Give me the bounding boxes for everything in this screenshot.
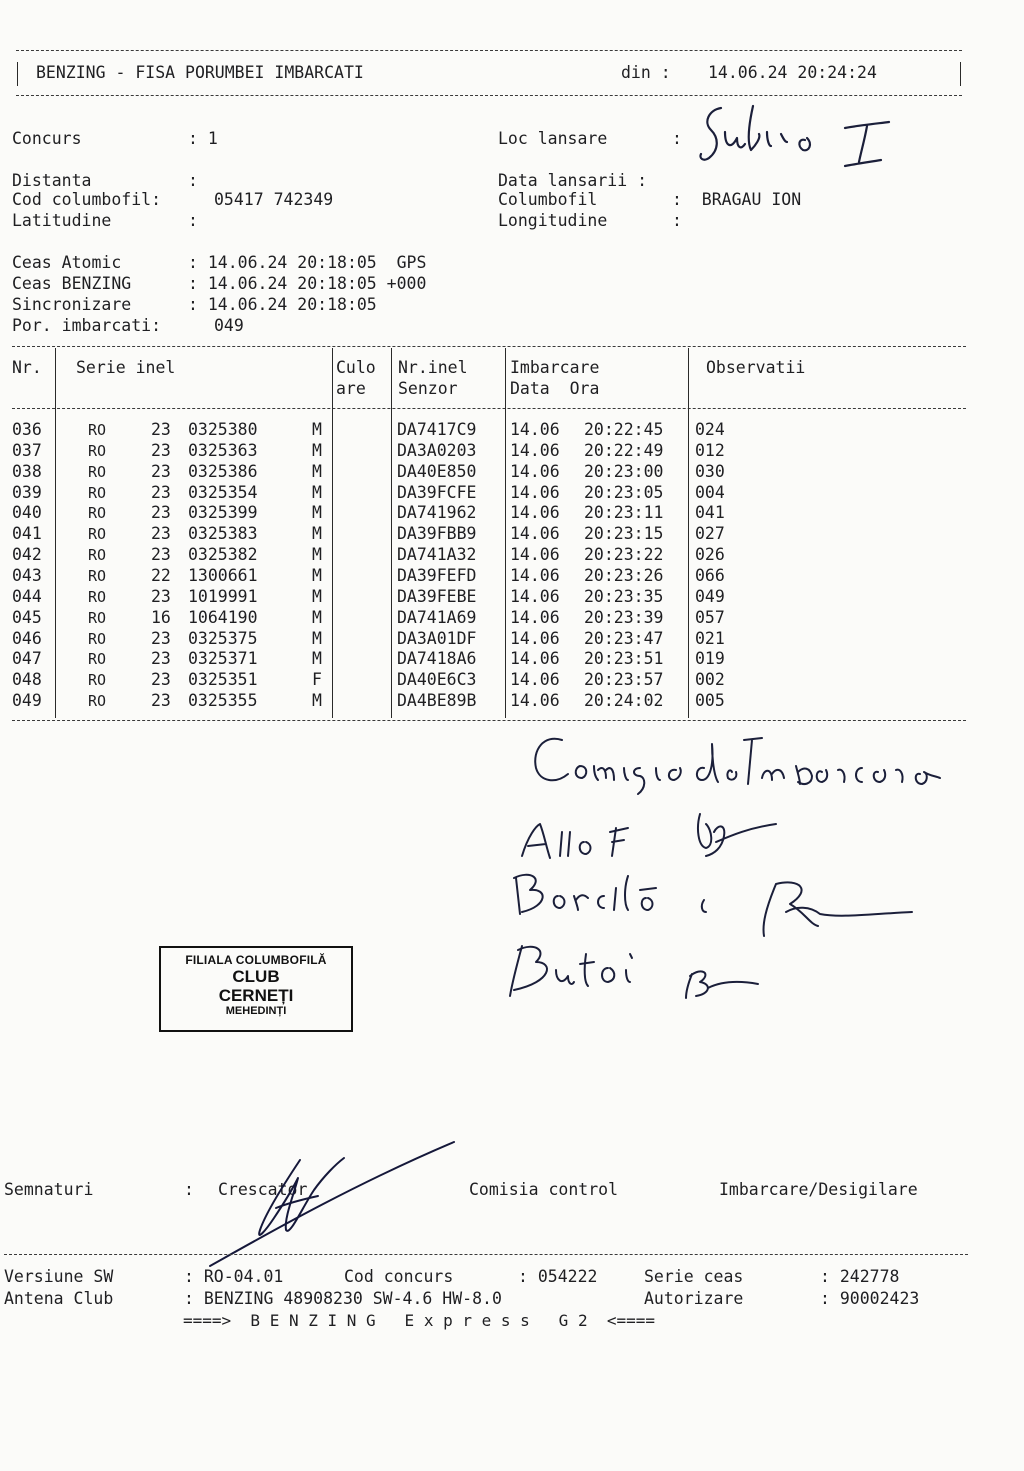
row-nr: 047 <box>12 649 42 669</box>
row-country: RO <box>88 546 107 565</box>
row-nr: 038 <box>12 461 42 481</box>
row-time: 20:24:02 <box>584 691 664 711</box>
row-sex: M <box>312 503 322 523</box>
por-imbarcati-value: 049 <box>214 316 244 335</box>
col-header-serie: Serie inel <box>76 358 176 377</box>
distanta-sep: : <box>188 171 198 190</box>
row-time: 20:23:39 <box>584 607 664 627</box>
row-country: RO <box>88 441 107 460</box>
row-ring: 0325354 <box>188 482 258 502</box>
row-ring: 0325383 <box>188 524 258 544</box>
row-date: 14.06 <box>510 607 560 627</box>
row-country: RO <box>88 692 107 711</box>
row-ring: 1064190 <box>188 607 258 627</box>
row-sex: F <box>312 670 322 690</box>
row-sex: M <box>312 482 322 502</box>
row-ring: 1300661 <box>188 565 258 585</box>
row-date: 14.06 <box>510 524 560 544</box>
row-obs: 019 <box>695 649 725 669</box>
row-country: RO <box>88 462 107 481</box>
row-obs: 021 <box>695 628 725 648</box>
row-country: RO <box>88 566 107 585</box>
serie-ceas-value: : 242778 <box>820 1267 900 1286</box>
row-time: 20:23:35 <box>584 586 664 606</box>
row-nr: 045 <box>12 607 42 627</box>
sincronizare-label: Sincronizare <box>12 295 132 314</box>
row-ring: 0325375 <box>188 628 258 648</box>
row-date: 14.06 <box>510 420 560 439</box>
row-time: 20:22:49 <box>584 440 664 460</box>
row-time: 20:22:45 <box>584 420 664 439</box>
row-sex: M <box>312 420 322 439</box>
document-title: BENZING - FISA PORUMBEI IMBARCATI <box>36 63 364 82</box>
cod-concurs-value: : 054222 <box>518 1267 598 1286</box>
row-year: 23 <box>151 524 171 544</box>
row-country: RO <box>88 525 107 544</box>
cod-columbofil-label: Cod columbofil: <box>12 190 162 209</box>
stamp-line-1: FILIALA COLUMBOFILĂ <box>185 953 327 967</box>
row-date: 14.06 <box>510 691 560 711</box>
header-bottom-border <box>16 95 962 96</box>
row-ring: 0325363 <box>188 440 258 460</box>
date-value: 14.06.24 20:24:24 <box>708 63 877 82</box>
row-year: 23 <box>151 670 171 690</box>
serie-ceas-label: Serie ceas <box>644 1267 744 1286</box>
table-header-border <box>12 408 966 409</box>
row-ring: 0325355 <box>188 691 258 711</box>
col-header-imbarcare-2: Data Ora <box>510 379 600 398</box>
row-time: 20:23:15 <box>584 524 664 544</box>
col-header-nr: Nr. <box>12 358 42 377</box>
row-year: 23 <box>151 691 171 711</box>
row-date: 14.06 <box>510 482 560 502</box>
versiune-sw-value: : RO-04.01 <box>184 1267 284 1286</box>
row-nr: 048 <box>12 670 42 690</box>
row-time: 20:23:00 <box>584 461 664 481</box>
concurs-value: : 1 <box>188 129 218 148</box>
row-year: 16 <box>151 607 171 627</box>
row-time: 20:23:57 <box>584 670 664 690</box>
row-year: 23 <box>151 482 171 502</box>
row-year: 23 <box>151 628 171 648</box>
row-country: RO <box>88 587 107 606</box>
row-sex: M <box>312 461 322 481</box>
ceas-benzing-value: : 14.06.24 20:18:05 +000 <box>188 274 427 293</box>
stamp-line-3: CERNEȚI <box>218 986 294 1005</box>
row-sensor: DA39FEFD <box>397 565 477 585</box>
crescator-label: Crescator <box>218 1180 308 1199</box>
row-year: 22 <box>151 565 171 585</box>
row-obs: 004 <box>695 482 725 502</box>
row-sex: M <box>312 628 322 648</box>
ceas-atomic-value: : 14.06.24 20:18:05 GPS <box>188 253 427 272</box>
row-nr: 037 <box>12 440 42 460</box>
column-divider-nr <box>55 348 56 718</box>
antena-club-value: : BENZING 48908230 SW-4.6 HW-8.0 <box>184 1289 502 1308</box>
row-obs: 049 <box>695 586 725 606</box>
stamp-line-2: CLUB <box>232 967 280 986</box>
row-nr: 043 <box>12 565 42 585</box>
row-country: RO <box>88 650 107 669</box>
row-sex: M <box>312 545 322 565</box>
row-nr: 041 <box>12 524 42 544</box>
header-left-border <box>17 62 18 86</box>
column-divider-imbarcare <box>688 348 689 718</box>
row-date: 14.06 <box>510 649 560 669</box>
col-header-imbarcare-1: Imbarcare <box>510 358 600 377</box>
row-year: 23 <box>151 545 171 565</box>
row-date: 14.06 <box>510 586 560 606</box>
table-bottom-border <box>12 720 966 721</box>
row-ring: 0325386 <box>188 461 258 481</box>
row-date: 14.06 <box>510 670 560 690</box>
row-time: 20:23:47 <box>584 628 664 648</box>
row-sensor: DA741A69 <box>397 607 477 627</box>
row-sex: M <box>312 691 322 711</box>
row-sensor: DA741A32 <box>397 545 477 565</box>
row-ring: 1019991 <box>188 586 258 606</box>
row-nr: 044 <box>12 586 42 606</box>
row-sex: M <box>312 607 322 627</box>
row-time: 20:23:05 <box>584 482 664 502</box>
autorizare-label: Autorizare <box>644 1289 744 1308</box>
concurs-label: Concurs <box>12 129 82 148</box>
row-date: 14.06 <box>510 565 560 585</box>
header-top-border <box>16 50 962 51</box>
row-date: 14.06 <box>510 440 560 460</box>
date-label: din : <box>621 63 671 82</box>
table-top-border <box>12 346 966 347</box>
club-stamp <box>159 946 353 1032</box>
row-sensor: DA3A01DF <box>397 628 477 648</box>
crescator-signature <box>200 1138 460 1268</box>
header-right-border <box>960 62 961 86</box>
row-year: 23 <box>151 586 171 606</box>
row-date: 14.06 <box>510 628 560 648</box>
row-country: RO <box>88 671 107 690</box>
column-divider-senzor <box>505 348 506 718</box>
row-obs: 030 <box>695 461 725 481</box>
row-sensor: DA7417C9 <box>397 420 477 439</box>
row-nr: 039 <box>12 482 42 502</box>
col-header-culoare-1: Culo <box>336 358 376 377</box>
handwritten-commission-notes <box>500 728 960 1008</box>
loc-lansare-sep: : <box>672 129 682 148</box>
row-date: 14.06 <box>510 545 560 565</box>
row-year: 23 <box>151 420 171 439</box>
row-date: 14.06 <box>510 503 560 523</box>
row-time: 20:23:11 <box>584 503 664 523</box>
col-header-observatii: Observatii <box>706 358 806 377</box>
row-ring: 0325399 <box>188 503 258 523</box>
row-ring: 0325351 <box>188 670 258 690</box>
row-obs: 024 <box>695 420 725 439</box>
row-year: 23 <box>151 440 171 460</box>
cod-concurs-label: Cod concurs <box>344 1267 454 1286</box>
row-obs: 057 <box>695 607 725 627</box>
row-nr: 040 <box>12 503 42 523</box>
latitudine-sep: : <box>188 211 198 230</box>
semnaturi-label: Semnaturi <box>4 1180 94 1199</box>
row-sensor: DA7418A6 <box>397 649 477 669</box>
loc-lansare-label: Loc lansare <box>498 129 608 148</box>
row-year: 23 <box>151 503 171 523</box>
row-ring: 0325380 <box>188 420 258 439</box>
row-sex: M <box>312 524 322 544</box>
row-country: RO <box>88 421 107 439</box>
benzing-express-banner: ====> B E N Z I N G E x p r e s s G 2 <==== <box>183 1311 656 1330</box>
row-sensor: DA39FBB9 <box>397 524 477 544</box>
cod-columbofil-value: 05417 742349 <box>214 190 334 209</box>
row-obs: 002 <box>695 670 725 690</box>
row-sensor: DA39FEBE <box>397 586 477 606</box>
versiune-sw-label: Versiune SW <box>4 1267 114 1286</box>
row-obs: 005 <box>695 691 725 711</box>
row-sensor: DA4BE89B <box>397 691 477 711</box>
row-obs: 066 <box>695 565 725 585</box>
row-ring: 0325382 <box>188 545 258 565</box>
row-sex: M <box>312 649 322 669</box>
data-lansarii-label: Data lansarii : <box>498 171 648 190</box>
columbofil-label: Columbofil <box>498 190 598 209</box>
autorizare-value: : 90002423 <box>820 1289 920 1308</box>
row-sex: M <box>312 565 322 585</box>
longitudine-sep: : <box>672 211 682 230</box>
row-sex: M <box>312 440 322 460</box>
row-country: RO <box>88 629 107 648</box>
col-header-culoare-2: are <box>336 379 366 398</box>
row-sensor: DA40E6C3 <box>397 670 477 690</box>
row-nr: 036 <box>12 420 42 439</box>
row-sensor: DA40E850 <box>397 461 477 481</box>
footer-top-border <box>4 1254 968 1255</box>
row-time: 20:23:22 <box>584 545 664 565</box>
stamp-line-4: MEHEDINȚI <box>225 1005 287 1017</box>
ceas-atomic-label: Ceas Atomic <box>12 253 122 272</box>
row-time: 20:23:51 <box>584 649 664 669</box>
column-divider-culoare <box>391 348 392 718</box>
row-country: RO <box>88 483 107 502</box>
row-time: 20:23:26 <box>584 565 664 585</box>
row-sensor: DA39FCFE <box>397 482 477 502</box>
row-obs: 026 <box>695 545 725 565</box>
row-nr: 049 <box>12 691 42 711</box>
row-country: RO <box>88 504 107 523</box>
row-nr: 042 <box>12 545 42 565</box>
por-imbarcati-label: Por. imbarcati: <box>12 316 162 335</box>
imbarcare-desigilare-label: Imbarcare/Desigilare <box>719 1180 918 1199</box>
col-header-nrinel-1: Nr.inel <box>398 358 468 377</box>
ceas-benzing-label: Ceas BENZING <box>12 274 132 293</box>
loc-lansare-handwriting <box>695 98 905 173</box>
row-obs: 012 <box>695 440 725 460</box>
latitudine-label: Latitudine <box>12 211 112 230</box>
row-year: 23 <box>151 461 171 481</box>
comisia-control-label: Comisia control <box>469 1180 619 1199</box>
sincronizare-value: : 14.06.24 20:18:05 <box>188 295 377 314</box>
column-divider-serie <box>332 348 333 718</box>
row-sex: M <box>312 586 322 606</box>
row-ring: 0325371 <box>188 649 258 669</box>
row-nr: 046 <box>12 628 42 648</box>
col-header-nrinel-2: Senzor <box>398 379 458 398</box>
row-obs: 027 <box>695 524 725 544</box>
row-sensor: DA3A0203 <box>397 440 477 460</box>
row-country: RO <box>88 608 107 627</box>
row-year: 23 <box>151 649 171 669</box>
semnaturi-sep: : <box>184 1180 194 1199</box>
columbofil-value: : BRAGAU ION <box>672 190 802 209</box>
row-sensor: DA741962 <box>397 503 477 523</box>
distanta-label: Distanta <box>12 171 92 190</box>
row-date: 14.06 <box>510 461 560 481</box>
row-obs: 041 <box>695 503 725 523</box>
antena-club-label: Antena Club <box>4 1289 114 1308</box>
longitudine-label: Longitudine <box>498 211 608 230</box>
